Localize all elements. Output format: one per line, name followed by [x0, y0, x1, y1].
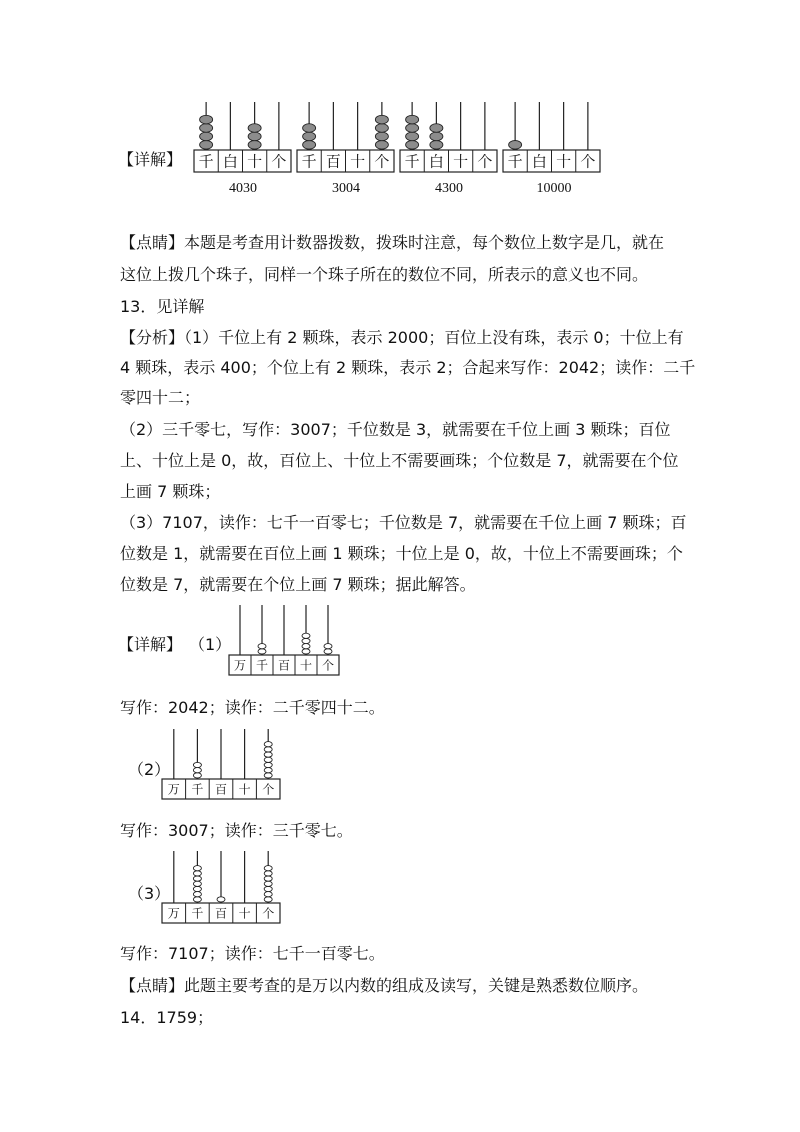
abacus-bead: [264, 866, 272, 871]
dianjing-line: 【点睛】此题主要考查的是万以内数的组成及读写，关键是熟悉数位顺序。: [120, 976, 649, 995]
abacus-part-3: [160, 849, 282, 927]
place-label: 万: [167, 906, 180, 921]
part-3-answer: 写作：7107；读作：七千一百零七。: [120, 944, 385, 963]
question-13-heading: 13．见详解: [120, 297, 205, 316]
abacus-bead: [302, 644, 310, 649]
place-label: 白: [428, 152, 444, 171]
place-label: 十: [247, 152, 263, 171]
abacus-bead: [264, 876, 272, 881]
abacus-bead: [193, 871, 201, 876]
detail-label-top: 【详解】: [118, 150, 183, 169]
analysis-line: 上、十位上是 0，故，百位上、十位上不需要画珠；个位数是 7，就需要在个位: [120, 451, 679, 470]
place-label: 个: [262, 906, 275, 921]
place-label: 千: [255, 658, 269, 673]
place-label: 百: [277, 658, 291, 673]
abacus-bead: [430, 141, 443, 150]
place-label: 百: [214, 782, 228, 797]
abacus-bead: [264, 871, 272, 876]
abacus-bead: [264, 768, 272, 773]
abacus-bead: [324, 644, 332, 649]
place-label: 十: [453, 152, 469, 171]
abacus-bead: [406, 124, 419, 133]
place-label: 百: [214, 906, 228, 921]
abacus-caption: 10000: [536, 181, 572, 196]
abacus-bead: [258, 649, 266, 654]
abacus-bead: [324, 649, 332, 654]
abacus-bead: [217, 897, 225, 902]
abacus-bead: [264, 747, 272, 752]
place-label: 十: [238, 782, 251, 797]
abacus-drawing: [399, 98, 499, 178]
place-label: 千: [191, 906, 204, 921]
analysis-line: 【分析】（1）千位上有 2 颗珠，表示 2000；百位上没有珠，表示 0；十位上有: [120, 328, 684, 347]
abacus-bead: [248, 124, 261, 133]
place-label: 十: [238, 906, 251, 921]
abacus-bead: [302, 649, 310, 654]
abacus-bead: [406, 141, 419, 150]
analysis-line: （3）7107，读作：七千一百零七；千位数是 7，就需要在千位上画 7 颗珠；百: [120, 513, 687, 532]
place-label: 十: [299, 658, 313, 673]
analysis-line: 上画 7 颗珠；: [120, 482, 221, 501]
abacus-bead: [200, 124, 213, 133]
abacus-bead: [193, 897, 201, 902]
abacus-bead: [248, 132, 261, 141]
abacus-bead: [509, 141, 522, 150]
abacus-bead: [430, 132, 443, 141]
abacus-bead: [193, 876, 201, 881]
abacus-bead: [193, 768, 201, 773]
abacus-drawing: [193, 98, 293, 178]
place-label: 十: [350, 152, 366, 171]
abacus-4030: [193, 98, 293, 196]
abacus-drawing: [502, 98, 602, 178]
part-2-answer: 写作：3007；读作：三千零七。: [120, 821, 353, 840]
abacus-bead: [264, 752, 272, 757]
place-label: 千: [404, 152, 420, 171]
abacus-bead: [200, 115, 213, 124]
abacus-10000: [502, 98, 602, 196]
place-label: 万: [167, 782, 180, 797]
analysis-line: （2）三千零七，写作：3007；千位数是 3，就需要在千位上画 3 颗珠；百位: [120, 420, 671, 439]
abacus-bead: [303, 141, 316, 150]
place-label: 个: [580, 152, 596, 171]
dianjing-line: 这位上拨几个珠子，同样一个珠子所在的数位不同，所表示的意义也不同。: [120, 265, 649, 284]
abacus-caption: 4300: [435, 181, 463, 196]
abacus-bead: [264, 892, 272, 897]
abacus-bead: [264, 742, 272, 747]
abacus-part-1: [226, 603, 344, 678]
abacus-bead: [248, 141, 261, 150]
abacus-bead: [302, 633, 310, 638]
abacus-bead: [375, 115, 388, 124]
abacus-bead: [303, 132, 316, 141]
place-label: 个: [271, 152, 287, 171]
abacus-bead: [264, 897, 272, 902]
place-label: 千: [301, 152, 317, 171]
abacus-caption: 3004: [332, 181, 360, 196]
part-2-label: （2）: [128, 760, 171, 779]
analysis-line: 4 颗珠，表示 400；个位上有 2 颗珠，表示 2；合起来写作：2042；读作：二千: [120, 358, 696, 377]
abacus-part-2: [160, 727, 282, 803]
abacus-bead: [200, 132, 213, 141]
place-label: 千: [507, 152, 523, 171]
analysis-line: 位数是 7，就需要在个位上画 7 颗珠；据此解答。: [120, 575, 476, 594]
abacus-bead: [200, 141, 213, 150]
dianjing-line: 【点睛】本题是考查用计数器拨数，拨珠时注意，每个数位上数字是几，就在: [120, 233, 665, 252]
place-label: 个: [321, 658, 335, 673]
analysis-line: 位数是 1，就需要在百位上画 1 颗珠；十位上是 0，故，十位上不需要画珠；个: [120, 544, 683, 563]
abacus-bead: [193, 892, 201, 897]
abacus-bead: [406, 115, 419, 124]
abacus-4300: [399, 98, 499, 196]
question-14-heading: 14．1759；: [120, 1008, 214, 1027]
part-1-label: （1）: [189, 635, 232, 654]
place-label: 白: [222, 152, 238, 171]
abacus-bead: [264, 762, 272, 767]
place-label: 百: [325, 152, 341, 171]
place-label: 十: [556, 152, 572, 171]
abacus-bead: [264, 757, 272, 762]
abacus-bead: [193, 762, 201, 767]
abacus-drawing: [296, 98, 396, 178]
abacus-bead: [303, 124, 316, 133]
analysis-line: 零四十二；: [120, 388, 201, 407]
abacus-3004: [296, 98, 396, 196]
abacus-bead: [375, 132, 388, 141]
abacus-bead: [264, 886, 272, 891]
place-label: 万: [233, 658, 247, 673]
detail-label: 【详解】: [118, 635, 183, 654]
abacus-bead: [193, 886, 201, 891]
abacus-bead: [375, 141, 388, 150]
place-label: 白: [531, 152, 547, 171]
abacus-bead: [302, 638, 310, 643]
abacus-bead: [193, 866, 201, 871]
abacus-bead: [406, 132, 419, 141]
place-label: 个: [477, 152, 493, 171]
abacus-bead: [264, 881, 272, 886]
abacus-bead: [264, 773, 272, 778]
place-label: 千: [198, 152, 214, 171]
place-label: 个: [374, 152, 390, 171]
place-label: 个: [262, 782, 275, 797]
abacus-bead: [430, 124, 443, 133]
part-3-label: （3）: [128, 884, 171, 903]
abacus-bead: [375, 124, 388, 133]
place-label: 千: [191, 782, 204, 797]
abacus-bead: [193, 773, 201, 778]
part-1-answer: 写作：2042；读作：二千零四十二。: [120, 698, 385, 717]
abacus-bead: [258, 644, 266, 649]
abacus-caption: 4030: [229, 181, 257, 196]
abacus-bead: [193, 881, 201, 886]
